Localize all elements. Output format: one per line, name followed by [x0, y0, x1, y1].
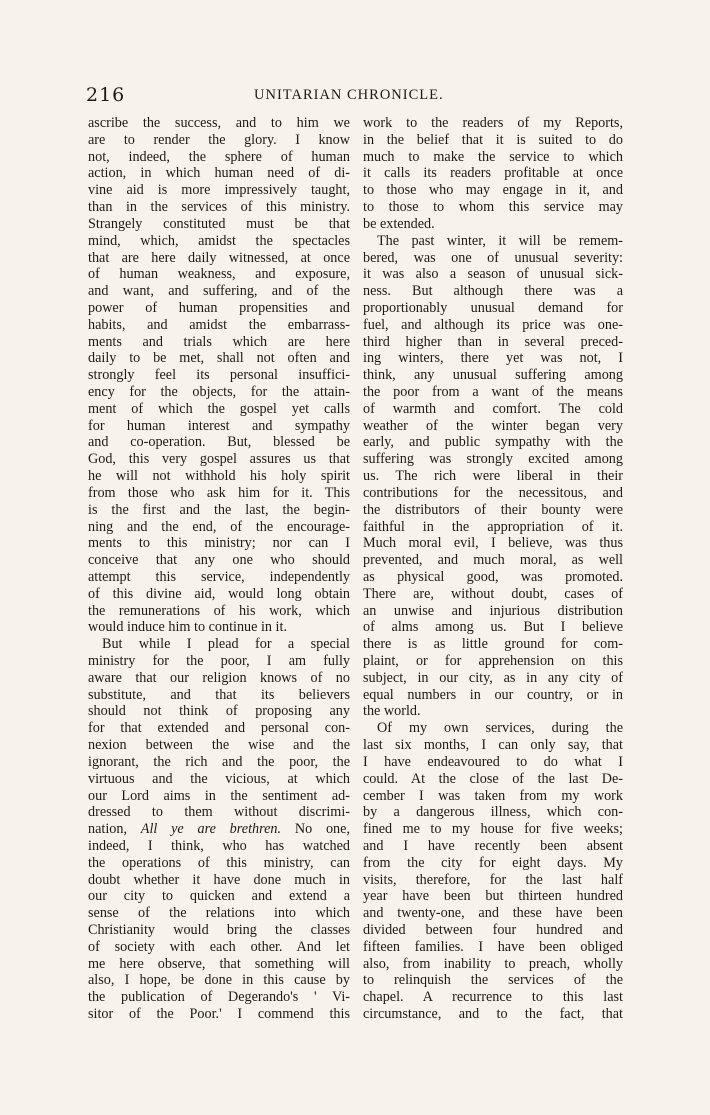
text-line: weather of the winter began very — [363, 417, 623, 434]
text-line: But while I plead for a special — [102, 636, 350, 653]
text-line: should not think of proposing any — [88, 703, 350, 720]
text-line: it calls its readers profitable at once — [363, 165, 623, 182]
text-line: habits, and amidst the embarrass- — [88, 316, 350, 333]
text-line: doubt whether it have done much in — [88, 871, 350, 888]
text-line: much to make the service to which — [363, 148, 623, 165]
text-line: third higher than in several preced- — [363, 333, 623, 350]
text-line: strongly feel its personal insuffici- — [88, 367, 350, 384]
text-line: circumstance, and to the fact, that — [363, 1006, 623, 1023]
text-line: there is as little ground for com- — [363, 636, 623, 653]
text-line: Christianity would bring the classes — [88, 922, 350, 938]
text-line: of this divine aid, would long obtain — [88, 585, 350, 602]
text-line: faithful in the appropriation of it. — [363, 518, 623, 535]
text-line: proportionably unusual demand for — [363, 299, 623, 316]
text-line: from those who ask him for it. This — [88, 484, 350, 501]
text-line: ministry for the poor, I am fully — [88, 653, 350, 669]
text-line: substitute, and that its believers — [88, 686, 350, 703]
text-line: Strangely constituted must be that — [88, 215, 350, 232]
journal-title: UNITARIAN CHRONICLE. — [254, 87, 444, 103]
text-line: conceive that any one who should — [88, 552, 350, 569]
text-line: the world. — [363, 703, 421, 720]
text-line: suffering was strongly excited among — [363, 451, 623, 468]
text-line: I have endeavoured to do what I — [363, 753, 623, 770]
text-line: work to the readers of my Reports, — [363, 115, 623, 131]
text-line: ments to this ministry; nor can I — [88, 535, 350, 552]
text-line: bered, was one of unusual severity: — [363, 249, 623, 266]
running-head — [86, 84, 622, 108]
text-line: he will not withhold his holy spirit — [88, 468, 350, 485]
text-line: sense of the relations into which — [88, 905, 350, 922]
text-line: ness. But although there was a — [363, 283, 623, 300]
text-line: plaint, or for apprehension on this — [363, 653, 623, 669]
text-line: to relinquish the services of the — [363, 972, 623, 989]
text-line: think, any unusual suffering among — [363, 367, 623, 384]
text-line: There are, without doubt, cases of — [363, 585, 623, 602]
text-line: our Lord aims in the sentiment ad- — [88, 787, 350, 804]
text-line: than in the services of this ministry. — [88, 199, 350, 216]
text-line: it was also a season of unusual sick- — [363, 266, 623, 283]
text-line: ascribe the success, and to him we — [88, 115, 350, 131]
text-line: prevented, and much moral, as well — [363, 552, 623, 569]
text-line: the remunerations of his work, which — [88, 602, 350, 619]
text-line: and twenty-one, and these have been — [363, 905, 623, 922]
text-line: our city to quicken and extend a — [88, 888, 350, 905]
text-line: is the first and the last, the begin- — [88, 501, 350, 518]
text-line: to those to whom this service may — [363, 199, 623, 216]
text-line: of alms among us. But I believe — [363, 619, 623, 636]
text-line: and want, and suffering, and of the — [88, 283, 350, 300]
text-line: early, and public sympathy with the — [363, 434, 623, 451]
text-line: and I have recently been absent — [363, 837, 623, 854]
italic-quote: All ye are brethren. — [140, 821, 282, 838]
page-number: 216 — [86, 84, 126, 106]
text-line: would induce him to continue in it. — [88, 619, 287, 636]
text-line: be extended. — [363, 215, 435, 232]
text-line: for human interest and sympathy — [88, 417, 350, 434]
text-line: also, I hope, be done in this cause by — [88, 972, 350, 989]
text-line: year have been but thirteen hundred — [363, 888, 623, 905]
text-line: of warmth and comfort. The cold — [363, 400, 623, 417]
left-column — [88, 115, 350, 1023]
text-line: to those who may engage in it, and — [363, 182, 623, 199]
text-line: vine aid is more impressively taught, — [88, 182, 350, 199]
text-line: daily to be met, shall not often and — [88, 350, 350, 367]
text-line: ning and the end, of the encourage- — [88, 518, 350, 535]
text-line: virtuous and the vicious, at which — [88, 770, 350, 787]
text-line: subject, in our city, as in any city of — [363, 669, 623, 686]
text-line — [88, 821, 350, 838]
text-line: nexion between the wise and the — [88, 737, 350, 754]
text-line: dressed to them without discrimi- — [88, 804, 350, 821]
text-line: me here observe, that something will — [88, 955, 350, 972]
text-line: by a dangerous illness, which con- — [363, 804, 623, 821]
text-line: the publication of Degerando's ' Vi- — [88, 989, 350, 1006]
text-line: divided between four hundred and — [363, 922, 623, 938]
text-line: as physical good, was promoted. — [363, 568, 623, 585]
text-line: the distributors of their bounty were — [363, 501, 623, 518]
text-line: of human weakness, and exposure, — [88, 266, 350, 283]
text-line: could. At the close of the last De- — [363, 770, 623, 787]
text-line: cember I was taken from my work — [363, 787, 623, 804]
text-segment: nation, — [88, 821, 141, 838]
text-line: sitor of the Poor.' I commend this — [88, 1006, 350, 1023]
text-segment: No one, — [281, 821, 350, 838]
text-line: chapel. A recurrence to this last — [363, 989, 623, 1006]
text-line: ments and trials which are here — [88, 333, 350, 350]
text-line: the operations of this ministry, can — [88, 854, 350, 871]
text-line: equal numbers in our country, or in — [363, 686, 623, 703]
text-line: in the belief that it is suited to do — [363, 131, 623, 148]
text-line: ignorant, the rich and the poor, the — [88, 753, 350, 770]
text-line: indeed, I think, who has watched — [88, 837, 350, 854]
text-line: The past winter, it will be remem- — [377, 232, 623, 249]
text-line: of society with each other. And let — [88, 938, 350, 955]
text-line: Much moral evil, I believe, was thus — [363, 535, 623, 552]
text-line: an unwise and injurious distribution — [363, 602, 623, 619]
text-line: Of my own services, during the — [377, 720, 623, 737]
text-line: that are here daily witnessed, at once — [88, 249, 350, 266]
right-column — [363, 115, 623, 1023]
text-line: are to render the glory. I know — [88, 131, 350, 148]
text-line: action, in which human need of di- — [88, 165, 350, 182]
text-line: the poor from a want of the means — [363, 384, 623, 400]
text-line: God, this very gospel assures us that — [88, 451, 350, 468]
text-line: and co-operation. But, blessed be — [88, 434, 350, 451]
text-line: ment of which the gospel yet calls — [88, 400, 350, 417]
text-line: visits, therefore, for the last half — [363, 871, 623, 888]
text-line: not, indeed, the sphere of human — [88, 148, 350, 165]
text-line: power of human propensities and — [88, 299, 350, 316]
text-line: attempt this service, independently — [88, 568, 350, 585]
text-line: mind, which, amidst the spectacles — [88, 232, 350, 249]
text-line: ing winters, there yet was not, I — [363, 350, 623, 367]
text-line: fifteen families. I have been obliged — [363, 938, 623, 955]
text-line: last six months, I can only say, that — [363, 737, 623, 754]
text-line: also, from inability to preach, wholly — [363, 955, 623, 972]
text-line: ency for the objects, for the attain- — [88, 384, 350, 400]
text-line: fined me to my house for five weeks; — [363, 821, 623, 838]
text-line: us. The rich were liberal in their — [363, 468, 623, 485]
text-line: aware that our religion knows of no — [88, 669, 350, 686]
text-line: contributions for the necessitous, and — [363, 484, 623, 501]
text-line: fuel, and although its price was one- — [363, 316, 623, 333]
text-line: from the city for eight days. My — [363, 854, 623, 871]
text-line: for that extended and personal con- — [88, 720, 350, 737]
